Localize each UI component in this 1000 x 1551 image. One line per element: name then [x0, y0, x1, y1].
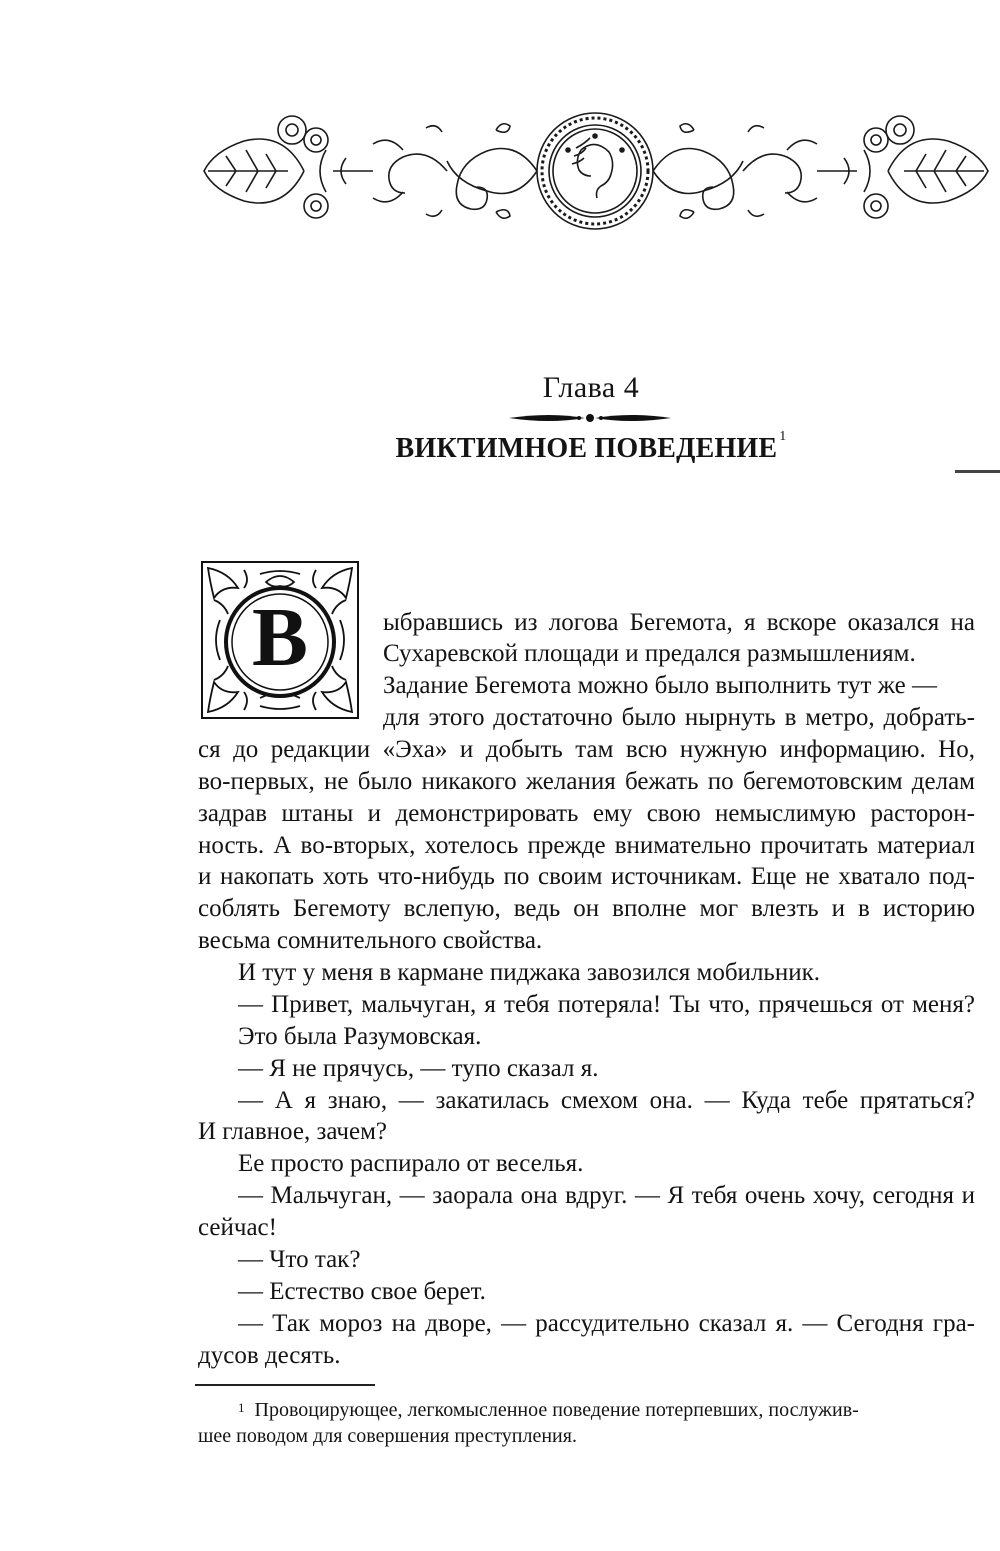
chapter-title-text: ВИКТИМНОЕ ПОВЕДЕНИЕ: [395, 433, 778, 464]
text-line: — Мальчуган, — заорала она вдруг. — Я тебя очень хочу, сегодня и: [238, 1182, 975, 1209]
text-line: ность. А во-вторых, хотелось прежде внимательно прочитать материал: [198, 832, 975, 859]
text-line: Задание Бегемота можно было выполнить тут же —: [383, 672, 937, 699]
header-ornament-icon: [196, 110, 1000, 232]
chapter-title: [0, 429, 1000, 465]
text-line: сейчас!: [198, 1214, 277, 1241]
text-line: — Я не прячусь, — тупо сказал я.: [238, 1055, 599, 1082]
text-line: для этого достаточно было нырнуть в метро, добрать-: [383, 704, 975, 731]
text-line: задрав штаны и демонстрировать ему свою немыслимую расторон-: [198, 800, 975, 827]
text-line: — А я знаю, — закатилась смехом она. — Куда тебе прятаться?: [238, 1087, 975, 1114]
footnote-line: шее поводом для совершения преступления.: [198, 1425, 577, 1447]
drop-cap-letter: В: [251, 591, 309, 684]
text-line: Сухаревской площади и предался размышлениям.: [383, 640, 916, 667]
text-line: И тут у меня в кармане пиджака завозился мобильник.: [238, 959, 820, 986]
text-line: Это была Разумовская.: [238, 1023, 482, 1050]
footnote-mark: 1: [238, 1400, 245, 1415]
text-line: во-первых, не было никакого желания бежать по бегемотовским делам: [198, 768, 975, 795]
text-line: — Естество свое берет.: [238, 1278, 486, 1305]
page-edge-mark: [955, 470, 1000, 473]
footnote-divider: [195, 1384, 375, 1386]
text-line: И главное, зачем?: [198, 1118, 388, 1145]
chapter-divider-icon: [505, 408, 675, 428]
drop-cap: [200, 560, 360, 720]
text-line: ся до редакции «Эха» и добыть там всю нужную информацию. Но,: [198, 736, 975, 763]
text-line: дусов десять.: [198, 1342, 341, 1369]
footnote-line: [238, 1398, 975, 1422]
footnote-reference: 1: [779, 429, 787, 444]
text-line: весьма сомнительного свойства.: [198, 927, 543, 954]
text-line: ыбравшись из логова Бегемота, я вскоре оказался на: [383, 609, 975, 636]
text-line: — Привет, мальчуган, я тебя потеряла! Ты что, прячешься от меня?: [238, 991, 975, 1018]
text-line: Ее просто распирало от веселья.: [238, 1150, 584, 1177]
chapter-label: Глава 4: [542, 371, 640, 404]
text-line: и накопать хоть что-нибудь по своим источникам. Еще не хватало под-: [198, 863, 975, 890]
text-line: соблять Бегемоту вслепую, ведь он вполне мог влезть и в историю: [198, 895, 975, 922]
text-line: — Так мороз на дворе, — рассудительно сказал я. — Сегодня гра-: [238, 1310, 975, 1337]
text-line: — Что так?: [238, 1246, 361, 1273]
footnote-text: Провоцирующее, легкомысленное поведение потерпевших, послужив-: [254, 1399, 859, 1421]
